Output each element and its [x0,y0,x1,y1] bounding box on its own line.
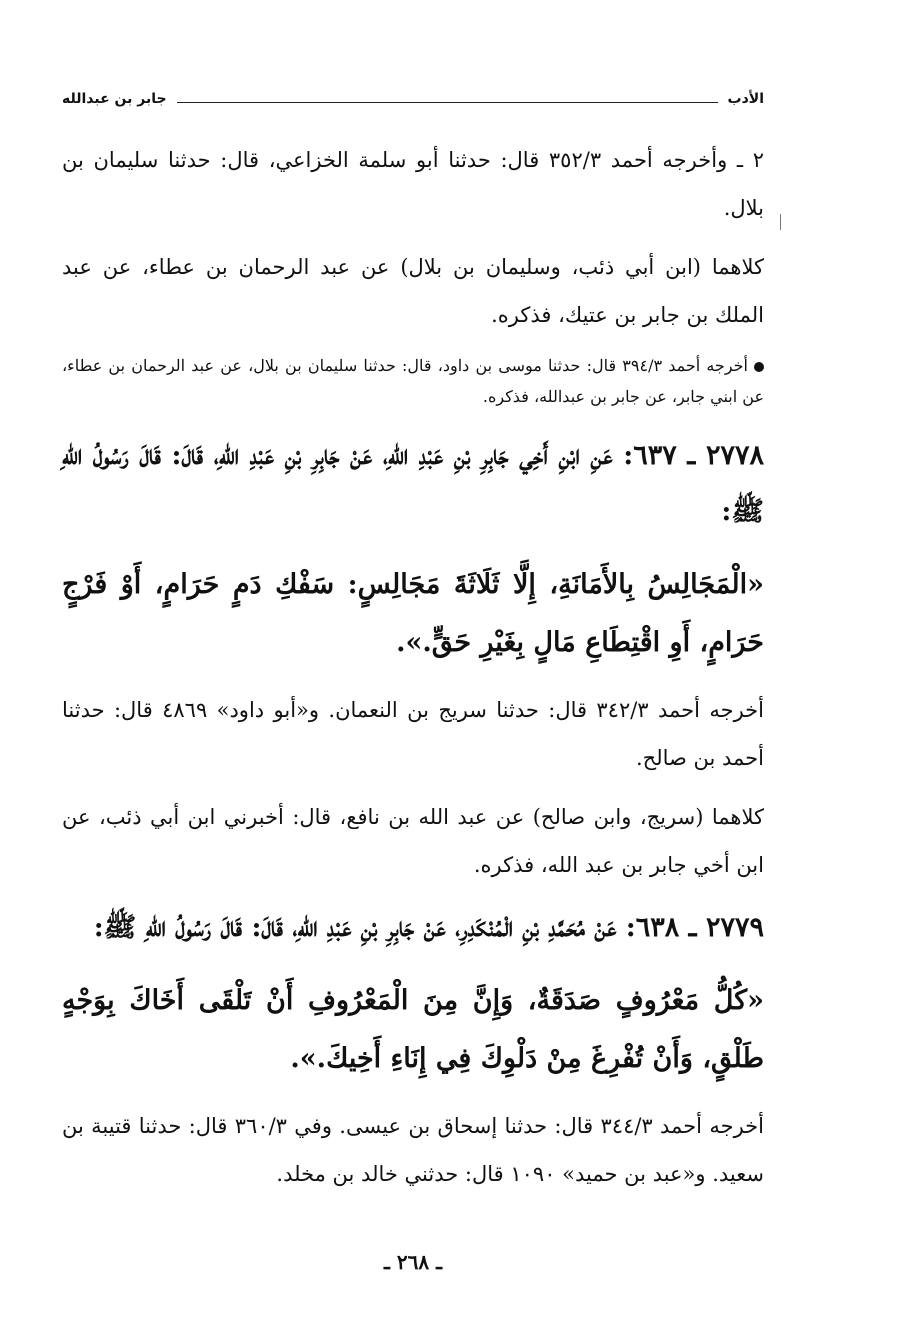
paragraph-kilahuma-2: كلاهما (سريج، وابن صالح) عن عبد الله بن نافع، قال: أخبرني ابن أبي ذئب، عن ابن أخي جابر بن عبد الله، فذكره. [62,805,764,877]
hadith-2778-matn: «الْمَجَالِسُ بِالأَمَانَةِ، إِلَّا ثَلَاثَةَ مَجَالِسٍ: سَفْكِ دَمٍ حَرَامٍ، أَوْ فَرْجٍ حَرَامٍ، أَوِ اقْتِطَاعِ مَالٍ بِغَيْرِ حَقٍّ.». [62,569,764,658]
paragraph-takhrij-2: ٢ ـ وأخرجه أحمد ٣٥٢/٣ قال: حدثنا أبو سلمة الخزاعي، قال: حدثنا سليمان بن بلال. [62,148,764,220]
header-chapter: الأدب [727,91,764,107]
hadith-2778-isnad: ٢٧٧٨ ـ ٦٣٧: عَنِ ابْنِ أَخِي جَابِرِ بْنِ عَبْدِ اللهِ، عَنْ جَابِرِ بْنِ عَبْدِ اللهِ، قَالَ: قَالَ رَسُولُ اللهِ ﷺ: [62,440,764,527]
bullet-icon [754,362,764,372]
margin-mark [780,214,781,230]
paragraph-kilahuma-1: كلاهما (ابن أبي ذئب، وسليمان بن بلال) عن عبد الرحمان بن عطاء، عن عبد الملك بن جابر بن عتيك، فذكره. [62,255,764,327]
paragraph-takhrij-2779: أخرجه أحمد ٣٤٤/٣ قال: حدثنا إسحاق بن عيسى. وفي ٣٦٠/٣ قال: حدثنا قتيبة بن سعيد. و«عبد بن حميد» ١٠٩٠ قال: حدثني خالد بن مخلد. [62,1114,764,1186]
running-header [62,84,764,114]
page-number: ـ ٢٦٨ ـ [384,1250,442,1274]
paragraph-takhrij-2778: أخرجه أحمد ٣٤٢/٣ قال: حدثنا سريج بن النعمان. و«أبو داود» ٤٨٦٩ قال: حدثنا أحمد بن صالح. [62,698,764,770]
hadith-2779-matn: «كُلُّ مَعْرُوفٍ صَدَقَةٌ، وَإِنَّ مِنَ الْمَعْرُوفِ أَنْ تَلْقَى أَخَاكَ بِوَجْهٍ طَلْقٍ، وَأَنْ تُفْرِغَ مِنْ دَلْوِكَ فِي إِنَاءِ أَخِيكَ.». [62,985,764,1074]
paragraph-note [62,350,764,412]
header-rule [177,102,718,103]
header-section: جابر بن عبدالله [62,91,167,107]
page-body [62,136,764,1209]
hadith-2779-isnad: ٢٧٧٩ ـ ٦٣٨: عَنْ مُحَمَّدِ بْنِ الْمُنْكَدِرِ، عَنْ جَابِرِ بْنِ عَبْدِ اللهِ، قَالَ: قَالَ رَسُولُ اللهِ ﷺ: [93,912,764,943]
note-text: أخرجه أحمد ٣٩٤/٣ قال: حدثنا موسى بن داود، قال: حدثنا سليمان بن بلال، عن عبد الرحمان بن عطاء، عن ابني جابر، عن جابر بن عبدالله، فذكره. [62,356,764,406]
